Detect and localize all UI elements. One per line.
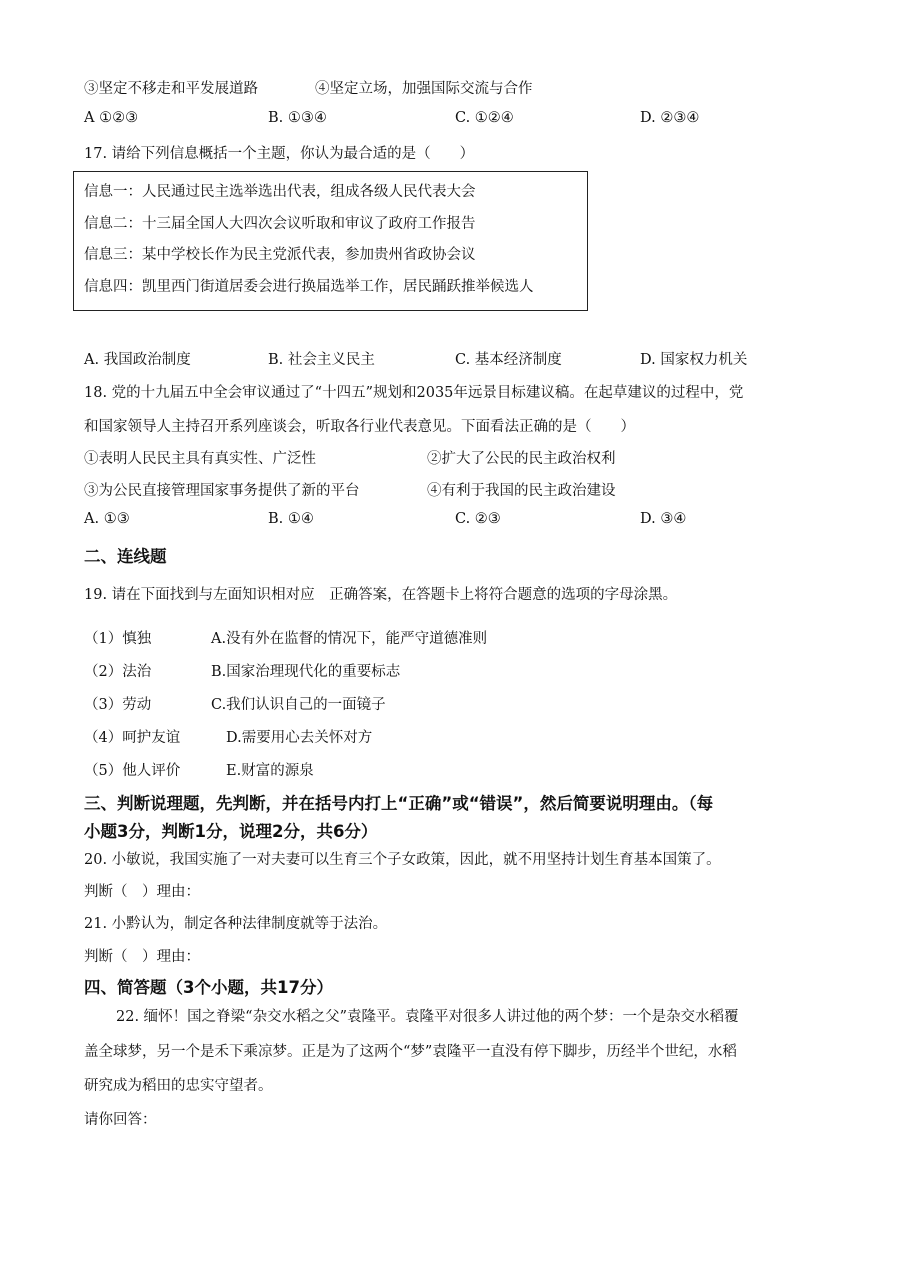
section-4-title: 四、简答题（3个小题，共17分） — [84, 978, 333, 997]
q17-stem: 17. 请给下列信息概括一个主题，你认为最合适的是（ ） — [84, 146, 475, 162]
match-right-4: D.需要用心去关怀对方 — [226, 730, 373, 746]
q16-option-b: B. ①③④ — [268, 110, 327, 126]
q17-info-4: 信息四：凯里西门街道居委会进行换届选举工作，居民踊跃推举候选人 — [84, 279, 534, 295]
q17-info-2: 信息二：十三届全国人大四次会议听取和审议了政府工作报告 — [84, 216, 476, 232]
match-right-1: A.没有外在监督的情况下，能严守道德准则 — [211, 631, 488, 647]
q18-item-3: ③为公民直接管理国家事务提供了新的平台 — [84, 483, 360, 499]
q17-info-1: 信息一：人民通过民主选举选出代表，组成各级人民代表大会 — [84, 184, 476, 200]
q18-stem-line-1: 18. 党的十九届五中全会审议通过了“十四五”规划和2035年远景目标建议稿。在起草建议的过程中，党 — [84, 385, 744, 401]
q16-option-d: D. ②③④ — [640, 110, 700, 126]
section-3-title-line-2: 小题3分，判断1分，说理2分，共6分） — [84, 822, 378, 841]
match-left-3: （3）劳动 — [84, 697, 152, 713]
q21-stem: 21. 小黔认为，制定各种法律制度就等于法治。 — [84, 916, 388, 932]
q20-judge-line: 判断（ ）理由： — [84, 884, 200, 900]
q18-item-4: ④有利于我国的民主政治建设 — [427, 483, 616, 499]
q20-stem: 20. 小敏说，我国实施了一对夫妻可以生育三个子女政策，因此，就不用坚持计划生育基本国策了。 — [84, 852, 721, 868]
q19-stem: 19. 请在下面找到与左面知识相对应 正确答案，在答题卡上将符合题意的选项的字母涂黑。 — [84, 587, 678, 603]
match-left-2: （2）法治 — [84, 664, 152, 680]
q17-option-b: B. 社会主义民主 — [268, 352, 375, 368]
match-right-2: B.国家治理现代化的重要标志 — [211, 664, 401, 680]
match-left-4: （4）呵护友谊 — [84, 730, 181, 746]
q18-option-a: A. ①③ — [84, 511, 130, 527]
q18-stem-line-2: 和国家领导人主持召开系列座谈会，听取各行业代表意见。下面看法正确的是（ ） — [84, 419, 635, 435]
q22-text-line-2: 盖全球梦，另一个是禾下乘凉梦。正是为了这两个“梦”袁隆平一直没有停下脚步，历经半个世纪，水稻 — [84, 1044, 737, 1060]
q17-info-3: 信息三：某中学校长作为民主党派代表，参加贵州省政协会议 — [84, 247, 476, 263]
match-left-1: （1）慎独 — [84, 631, 152, 647]
q21-judge-line: 判断（ ）理由： — [84, 949, 200, 965]
q22-text-line-1: 22. 缅怀！国之脊梁“杂交水稻之父”袁隆平。袁隆平对很多人讲过他的两个梦：一个是杂交水稻覆 — [116, 1009, 739, 1025]
q18-option-b: B. ①④ — [268, 511, 314, 527]
q22-prompt: 请你回答： — [84, 1112, 157, 1128]
q18-option-c: C. ②③ — [455, 511, 501, 527]
section-2-title: 二、连线题 — [84, 547, 167, 566]
match-left-5: （5）他人评价 — [84, 763, 181, 779]
q17-option-d: D. 国家权力机关 — [640, 352, 748, 368]
q17-option-a: A. 我国政治制度 — [84, 352, 191, 368]
match-right-5: E.财富的源泉 — [226, 763, 314, 779]
section-3-title-line-1: 三、判断说理题，先判断，并在括号内打上“正确”或“错误”，然后简要说明理由。（每 — [84, 794, 714, 813]
q16-option-c: C. ①②④ — [455, 110, 514, 126]
match-right-3: C.我们认识自己的一面镜子 — [211, 697, 386, 713]
q18-option-d: D. ③④ — [640, 511, 687, 527]
q18-item-1: ①表明人民民主具有真实性、广泛性 — [84, 451, 316, 467]
q17-option-c: C. 基本经济制度 — [455, 352, 562, 368]
q16-item-3: ③坚定不移走和平发展道路 — [84, 81, 258, 97]
q22-text-line-3: 研究成为稻田的忠实守望者。 — [84, 1078, 273, 1094]
q18-item-2: ②扩大了公民的民主政治权利 — [427, 451, 616, 467]
q16-option-a: A ①②③ — [84, 110, 139, 126]
q16-item-4: ④坚定立场，加强国际交流与合作 — [315, 81, 533, 97]
